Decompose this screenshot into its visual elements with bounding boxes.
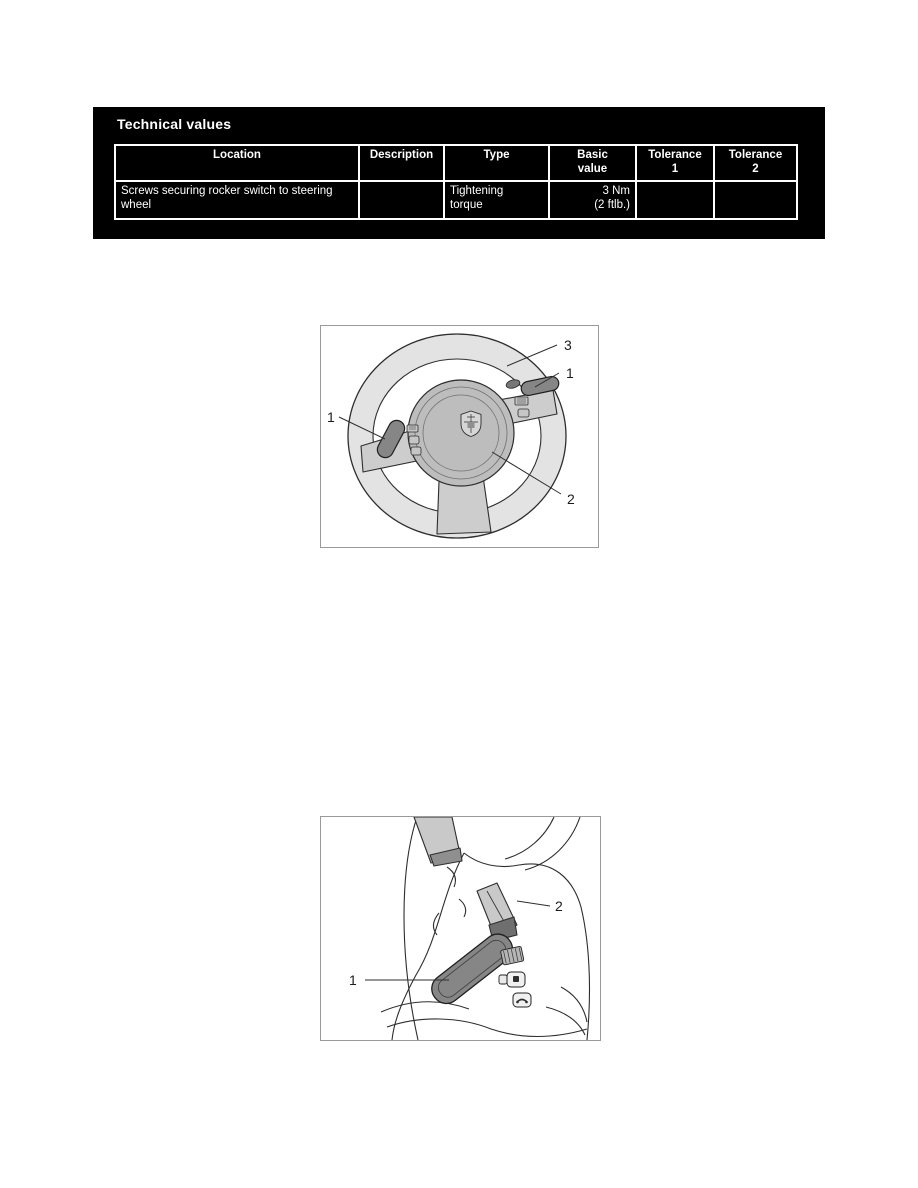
column-header-basic-value-text: Basic value [577,149,608,175]
phone-button [513,993,531,1007]
callout-right-rocker-label: 1 [566,365,574,381]
column-header-tolerance-1-text: Tolerance 1 [648,149,702,175]
column-header-basic-value [549,145,636,181]
figure-rocker-removal [320,816,601,1041]
callout-lever-label: 2 [555,898,563,914]
speaker-icon [513,976,519,982]
cell-tolerance-2 [714,181,797,219]
basic-value-line-2: (2 ftlb.) [594,198,630,211]
steering-wheel-diagram [321,326,598,547]
rocker-removal-diagram [321,817,600,1040]
porsche-crest-icon [461,411,481,437]
column-header-location: Location [115,145,359,181]
column-header-tolerance-2-text: Tolerance 2 [728,149,783,175]
cell-location: Screws securing rocker switch to steering wheel [115,181,359,219]
figure-steering-wheel [320,325,599,548]
volume-button [499,972,525,987]
rocker-switch [426,928,518,1009]
callout-rim-label: 3 [564,337,572,353]
airbag-unit [408,380,514,486]
column-header-type: Type [444,145,549,181]
cell-description [359,181,444,219]
assembly-lever [477,883,517,941]
column-header-tolerance-1 [636,145,714,181]
table-header-row [115,145,797,181]
cell-type [444,181,549,219]
callout-airbag-label: 2 [567,491,575,507]
technical-values-table [114,144,798,220]
technical-values-title: Technical values [117,116,232,132]
cell-basic-value [549,181,636,219]
cell-tolerance-1 [636,181,714,219]
cell-type-text: Tightening torque [450,185,504,211]
callout-left-rocker-label: 1 [327,409,335,425]
assembly-lever-top [414,817,462,866]
basic-value-line-1: 3 Nm [602,185,630,197]
column-header-description: Description [359,145,444,181]
wheel-outline-curves [381,817,589,1040]
technical-values-panel [93,107,825,239]
callout-rocker-switch-label: 1 [349,972,357,988]
table-row [115,181,797,219]
column-header-tolerance-2 [714,145,797,181]
